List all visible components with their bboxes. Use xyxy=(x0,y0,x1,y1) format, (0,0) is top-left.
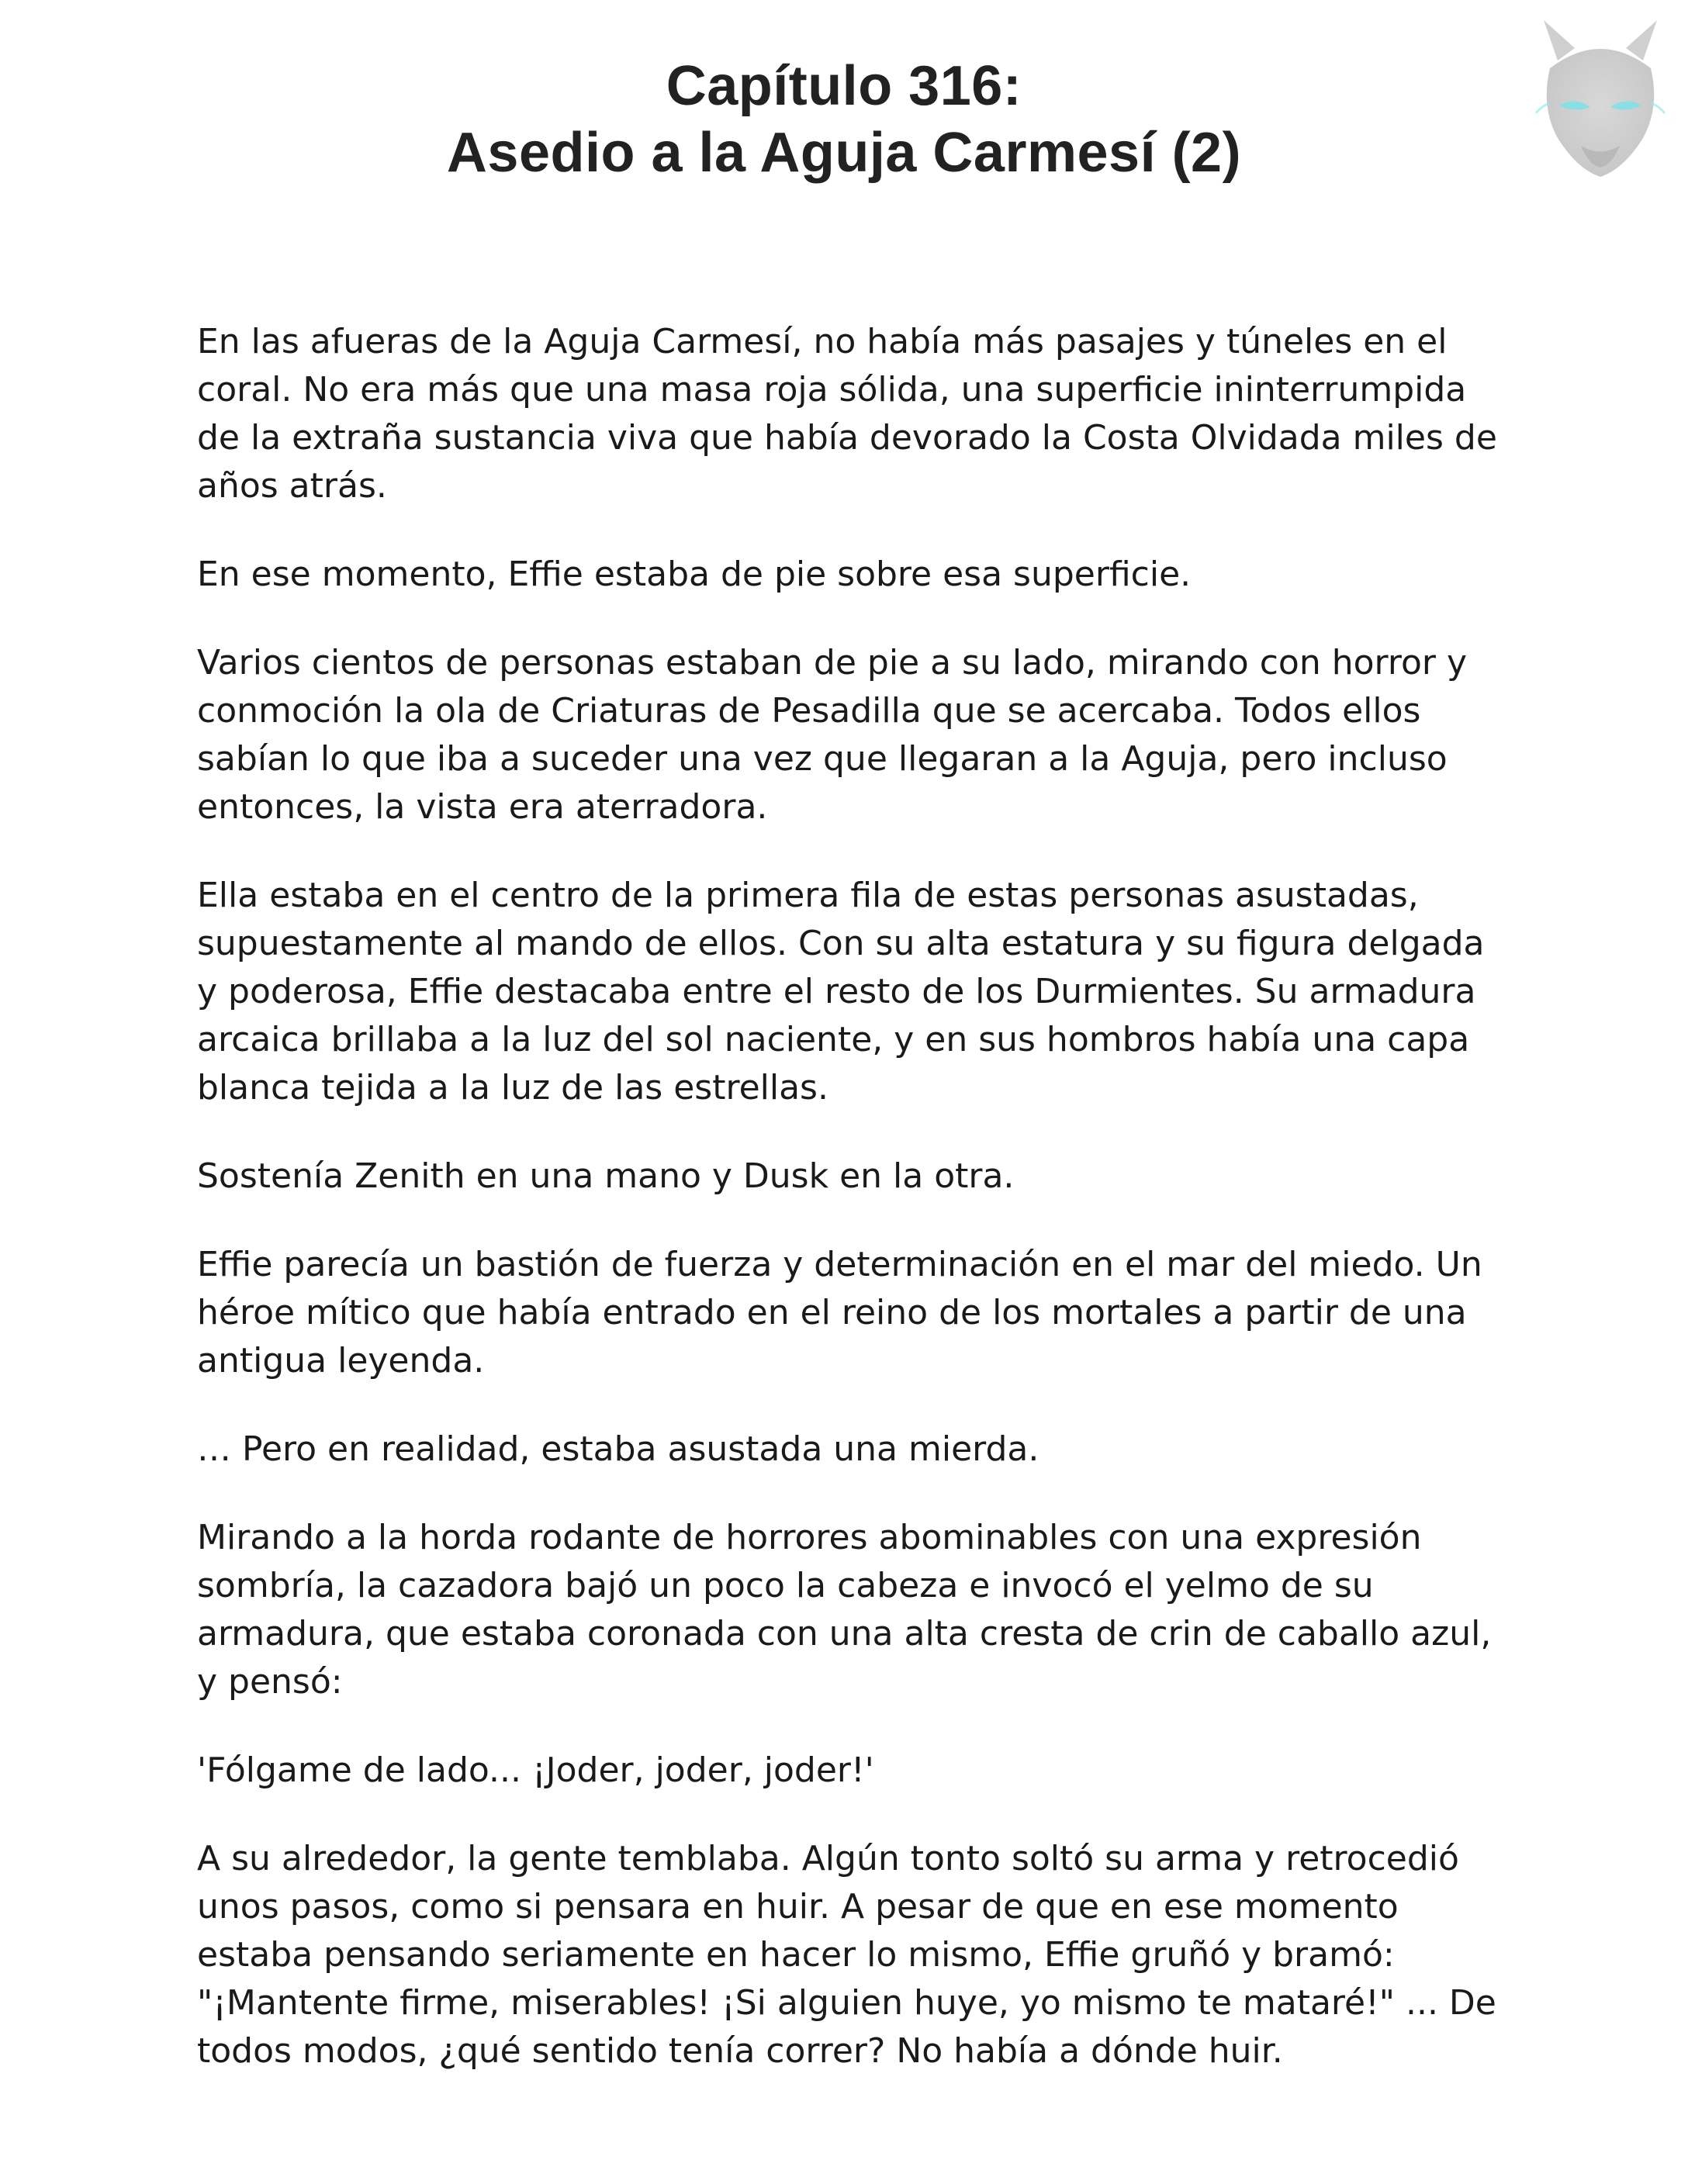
paragraph: Mirando a la horda rodante de horrores abominables con una expresión sombría, la cazadora bajó un poco la cabeza e invocó el yelmo de su armadura, que estaba coronada con una alta cresta de crin de caballo azul, y pensó: xyxy=(197,1518,1492,1702)
chapter-body xyxy=(197,318,1500,2116)
paragraph: A su alrededor, la gente temblaba. Algún tonto soltó su arma y retrocedió unos pasos, como si pensara en huir. A pesar de que en ese momento estaba pensando seriamente en hacer lo mismo, Effie gruñó y bramó: "¡Mantente firme, miserables! ¡Si alguien huye, yo mismo te mataré!" ... De todos modos, ¿qué sentido tenía correr? No había a dónde huir. xyxy=(197,1839,1496,2071)
chapter-subtitle: Asedio a la Aguja Carmesí (2) xyxy=(446,122,1242,184)
paragraph: 'Fólgame de lado... ¡Joder, joder, joder!' xyxy=(197,1750,874,1790)
paragraph: Ella estaba en el centro de la primera fila de estas personas asustadas, supuestamente al mando de ellos. Con su alta estatura y su figura delgada y poderosa, Effie destacaba entre el resto de los Durmientes. Su armadura arcaica brillaba a la luz del sol naciente, y en sus hombros había una capa blanca tejida a la luz de las estrellas. xyxy=(197,876,1485,1108)
chapter-number: Capítulo 316: xyxy=(666,55,1022,117)
paragraph: Effie parecía un bastión de fuerza y determinación en el mar del miedo. Un héroe mítico que había entrado en el reino de los mortales a partir de una antigua leyenda. xyxy=(197,1245,1482,1381)
paragraph: En ese momento, Effie estaba de pie sobre esa superficie. xyxy=(197,555,1192,594)
paragraph: Sostenía Zenith en una mano y Dusk en la otra. xyxy=(197,1156,1015,1196)
chapter-title xyxy=(0,53,1688,186)
paragraph: … Pero en realidad, estaba asustada una mierda. xyxy=(197,1429,1039,1469)
paragraph: En las afueras de la Aguja Carmesí, no había más pasajes y túneles en el coral. No era más que una masa roja sólida, una superficie ininterrumpida de la extraña sustancia viva que había devorado la Costa Olvidada miles de años atrás. xyxy=(197,322,1497,506)
paragraph: Varios cientos de personas estaban de pie a su lado, mirando con horror y conmoción la ola de Criaturas de Pesadilla que se acercaba. Todos ellos sabían lo que iba a suceder una vez que llegaran a la Aguja, pero incluso entonces, la vista era aterradora. xyxy=(197,643,1467,827)
